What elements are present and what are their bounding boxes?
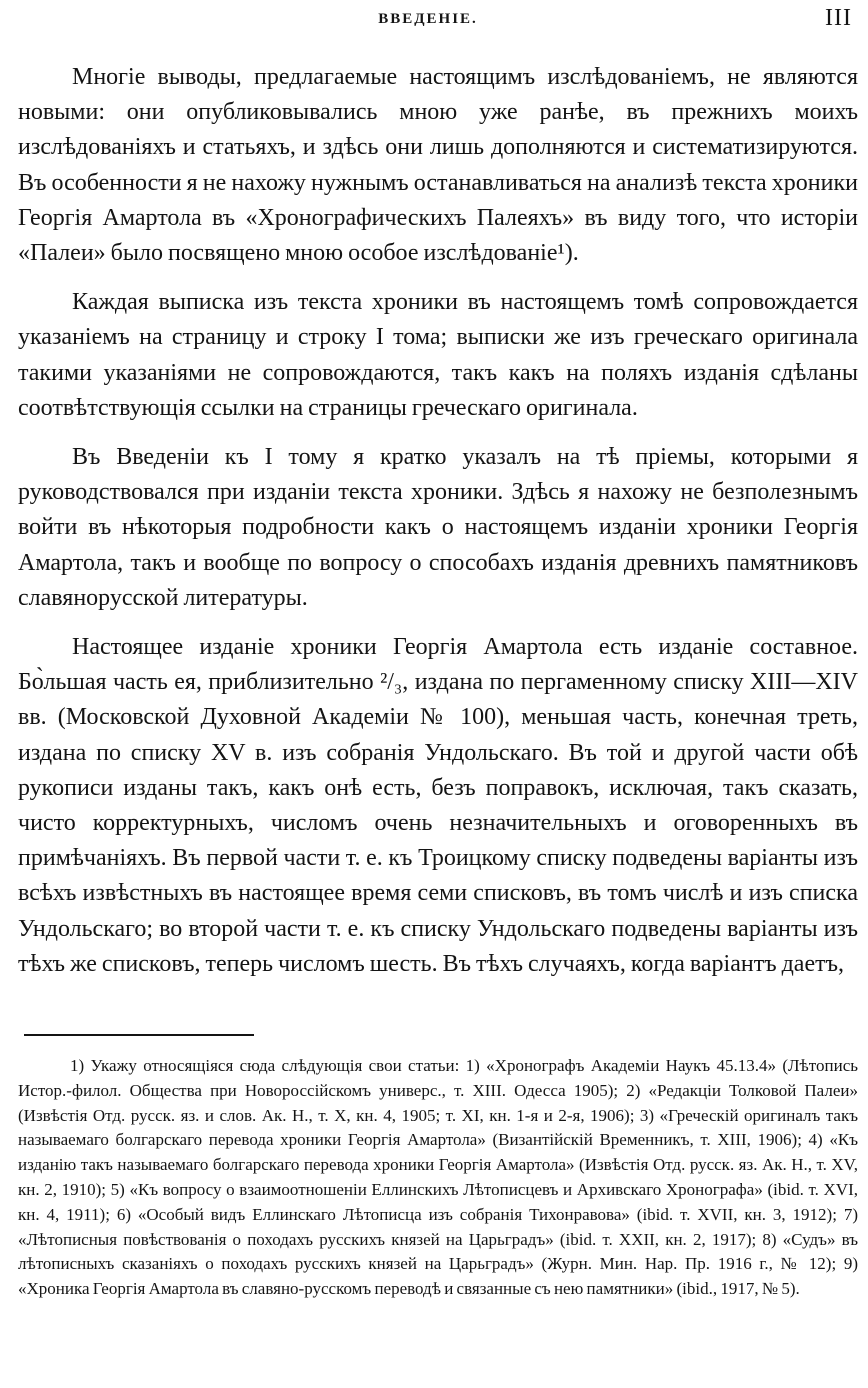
footnotes — [18, 1054, 858, 1302]
paragraph-1: Многiе выводы, предлагаемые настоящимъ изслѣдованiемъ, не являются новыми: они опубликовывались мною уже ранѣе, въ прежнихъ моихъ изслѣдованiяхъ и статьяхъ, и здѣсь они лишь дополняются и систематизируются. Въ особенности я не нахожу нужнымъ останавливаться на анализѣ текста хроники Георгiя Амартола въ «Хронографическихъ Палеяхъ» въ виду того, что исторiи «Палеи» было посвящено мною особое изслѣдованiе¹). — [18, 64, 858, 267]
running-header — [18, 0, 858, 48]
footnote-separator — [24, 1034, 254, 1036]
page-number: III — [825, 5, 852, 31]
paragraph-4: Настоящее изданiе хроники Георгiя Амартола есть изданiе составное. Бо̀льшая часть ея, приблизительно ²/₃, издана по пергаменному списку XIII—XIV вв. (Московской Духовной Академiи № 100), меньшая часть, конечная треть, издана по списку XV в. изъ собранiя Ундольскаго. Въ той и другой части обѣ рукописи изданы такъ, какъ онѣ есть, безъ поправокъ, исключая, такъ сказать, чисто корректурныхъ, числомъ очень незначительныхъ и оговоренныхъ въ примѣчанiяхъ. Въ первой части т. е. къ Троицкому списку подведены варiанты изъ всѣхъ извѣстныхъ въ настоящее время семи списковъ, въ томъ числѣ и изъ списка Ундольскаго; во второй части т. е. къ списку Ундольскаго подведены варiанты изъ тѣхъ же списковъ, теперь числомъ шесть. Въ тѣхъ случаяхъ, когда варiантъ даетъ, — [18, 634, 858, 977]
paragraph-3: Въ Введенiи къ I тому я кратко указалъ на тѣ прiемы, которыми я руководствовался при изданiи текста хроники. Здѣсь я нахожу не безполезнымъ войти въ нѣкоторыя подробности какъ о настоящемъ изданiи хроники Георгiя Амартола, такъ и вообще по вопросу о способахъ изданiя древнихъ памятниковъ славянорусской литературы. — [18, 444, 858, 611]
running-title: ВВЕДЕНIЕ. — [378, 11, 478, 27]
footnote-1: 1) Укажу относящiяся сюда слѣдующiя свои статьи: 1) «Хронографъ Академiи Наукъ 45.13.4» (Лѣтопись Истор.-филол. Общества при Новороссiйскомъ универс., т. XIII. Одесса 1905); 2) «Редакцiи Толковой Палеи» (Извѣстiя Отд. русск. яз. и слов. Ак. Н., т. X, кн. 4, 1905; т. XI, кн. 1-я и 2-я, 1906); 3) «Греческiй оригиналъ такъ называемаго болгарскаго перевода хроники Георгiя Амартола» (Византiйскiй Временникъ, т. XIII, 1906); 4) «Къ изданiю такъ называемаго болгарскаго перевода хроники Георгiя Амартола» (Извѣстiя Отд. русск. яз. Ак. Н., т. XV, кн. 2, 1910); 5) «Къ вопросу о взаимоотношенiи Еллинскихъ Лѣтописцевъ и Архивскаго Хронографа» (ibid. т. XVI, кн. 4, 1911); 6) «Особый видъ Еллинскаго Лѣтописца изъ собранiя Тихонравова» (ibid. т. XVII, кн. 3, 1912); 7) «Лѣтописныя повѣствованiя о походахъ русскихъ князей на Царьградъ» (ibid. т. XXII, кн. 2, 1917); 8) «Судъ» въ лѣтописныхъ сказанiяхъ о походахъ русскихъ князей на Царьградъ» (Журн. Мин. Нар. Пр. 1916 г., № 12); 9) «Хроника Георгiя Амартола въ славяно-русскомъ переводѣ и связанные съ нею памятники» (ibid., 1917, № 5). — [18, 1056, 858, 1299]
main-text — [18, 60, 858, 982]
paragraph-2: Каждая выписка изъ текста хроники въ настоящемъ томѣ сопровождается указанiемъ на страницу и строку I тома; выписки же изъ греческаго оригинала такими указанiями не сопровождаются, такъ какъ на поляхъ изданiя сдѣланы соотвѣтствующiя ссылки на страницы греческаго оригинала. — [18, 289, 858, 421]
